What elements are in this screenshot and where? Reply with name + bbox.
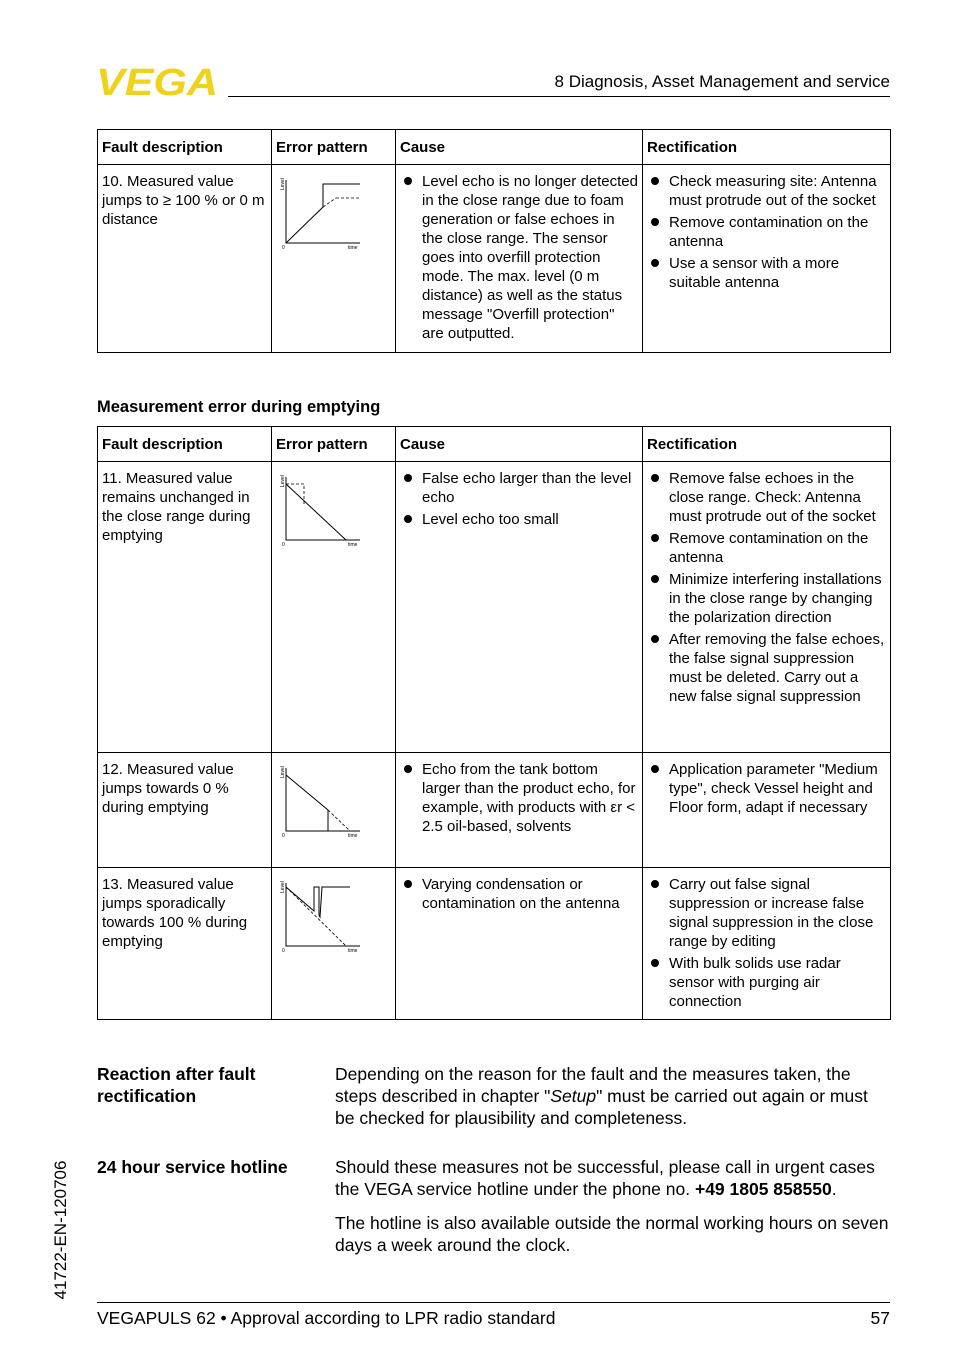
svg-text:Level: Level <box>280 475 286 487</box>
svg-text:time: time <box>348 948 358 954</box>
cause-item: Level echo too small <box>400 510 639 529</box>
col-rectification: Rectification <box>643 130 891 165</box>
hotline-availability: The hotline is also available outside the normal working hours on seven days a week around the clock. <box>335 1213 889 1255</box>
cause-cell <box>396 165 643 353</box>
svg-text:0: 0 <box>282 948 285 954</box>
hotline-text-start: Should these measures not be successful, please call in urgent cases the VEGA service hotline under the phone no. <box>335 1157 875 1199</box>
table-row <box>98 753 891 868</box>
hotline-text <box>335 1156 891 1200</box>
rectification-item: Minimize interfering installations in the close range by changing the polarization direction <box>647 570 887 627</box>
cause-item: Varying condensation or contamination on the antenna <box>400 875 639 913</box>
cause-item: Level echo is no longer detected in the close range due to foam generation or false echoes in the close range. The sensor goes into overfill protection mode. The max. level (0 m distance) as well as the status message "Overfill protection" are outputted. <box>400 172 639 343</box>
col-error-pattern: Error pattern <box>272 130 396 165</box>
error-pattern-cell <box>272 753 396 868</box>
cause-item: False echo larger than the level echo <box>400 469 639 507</box>
table-row <box>98 165 891 353</box>
hotline-phone: +49 1805 858550 <box>694 1179 832 1199</box>
fault-description: 12. Measured value jumps towards 0 % during emptying <box>98 753 272 868</box>
rectification-cell <box>643 462 891 753</box>
table-header-row <box>98 427 891 462</box>
page-footer <box>97 1302 890 1329</box>
document-number: 41722-EN-120706 <box>51 1160 70 1300</box>
error-pattern-13 <box>276 875 366 955</box>
setup-chapter-ref: Setup <box>550 1086 597 1106</box>
error-pattern-12 <box>276 760 366 840</box>
svg-text:Level: Level <box>280 766 286 778</box>
rectification-item: Check measuring site: Antenna must protrude out of the socket <box>647 172 887 210</box>
fault-table-filling <box>97 129 891 353</box>
svg-text:time: time <box>348 542 358 548</box>
error-pattern-cell <box>272 462 396 753</box>
page-number: 57 <box>870 1308 890 1328</box>
cause-cell <box>396 868 643 1020</box>
vega-logo <box>96 64 220 98</box>
table-row <box>98 868 891 1020</box>
svg-text:time: time <box>348 245 358 251</box>
error-pattern-10 <box>276 172 366 252</box>
svg-text:VEGA: VEGA <box>96 64 218 98</box>
col-cause: Cause <box>396 427 643 462</box>
table-header-row <box>98 130 891 165</box>
col-fault-description: Fault description <box>98 130 272 165</box>
svg-text:time: time <box>348 833 358 839</box>
svg-text:Level: Level <box>280 881 286 893</box>
cause-item: Echo from the tank bottom larger than the product echo, for example, with products with εr < 2.5 oil-based, solvents <box>400 760 639 836</box>
error-pattern-cell <box>272 868 396 1020</box>
table-row <box>98 462 891 753</box>
section-title: Measurement error during emptying <box>97 398 381 416</box>
cause-cell <box>396 753 643 868</box>
error-pattern-cell <box>272 165 396 353</box>
rectification-item: With bulk solids use radar sensor with purging air connection <box>647 954 887 1011</box>
fault-table-emptying <box>97 426 891 1020</box>
svg-text:0: 0 <box>282 542 285 548</box>
col-cause: Cause <box>396 130 643 165</box>
chapter-heading: 8 Diagnosis, Asset Management and service <box>228 72 890 97</box>
rectification-cell <box>643 165 891 353</box>
reaction-text-start: Depending on the reason for the fault and the measures taken, the steps described in chapter " <box>335 1064 851 1106</box>
rectification-item: Remove contamination on the antenna <box>647 529 887 567</box>
fault-description: 10. Measured value jumps to ≥ 100 % or 0 m distance <box>98 165 272 353</box>
footer-title: VEGAPULS 62 • Approval according to LPR radio standard <box>97 1308 556 1328</box>
col-fault-description: Fault description <box>98 427 272 462</box>
reaction-text-end: " must be carried out again or must be checked for plausibility and completeness. <box>335 1086 868 1128</box>
rectification-item: Use a sensor with a more suitable antenna <box>647 254 887 292</box>
cause-cell <box>396 462 643 753</box>
reaction-text <box>335 1063 891 1129</box>
svg-text:0: 0 <box>282 833 285 839</box>
fault-description: 11. Measured value remains unchanged in the close range during emptying <box>98 462 272 753</box>
hotline-label: 24 hour service hotline <box>97 1157 288 1177</box>
col-rectification: Rectification <box>643 427 891 462</box>
error-pattern-11 <box>276 469 366 549</box>
rectification-item: Application parameter "Medium type", check Vessel height and Floor form, adapt if necessary <box>647 760 887 817</box>
reaction-label: Reaction after fault rectification <box>97 1064 256 1106</box>
rectification-item: Remove false echoes in the close range. Check: Antenna must protrude out of the socket <box>647 469 887 526</box>
rectification-item: Carry out false signal suppression or increase false signal suppression in the close range by editing <box>647 875 887 951</box>
rectification-item: Remove contamination on the antenna <box>647 213 887 251</box>
svg-text:Level: Level <box>280 178 286 190</box>
fault-description: 13. Measured value jumps sporadically towards 100 % during emptying <box>98 868 272 1020</box>
rectification-item: After removing the false echoes, the false signal suppression must be deleted. Carry out a new false signal suppression <box>647 630 887 706</box>
rectification-cell <box>643 753 891 868</box>
col-error-pattern: Error pattern <box>272 427 396 462</box>
svg-text:0: 0 <box>282 245 285 251</box>
hotline-text-end: . <box>831 1179 837 1199</box>
rectification-cell <box>643 868 891 1020</box>
